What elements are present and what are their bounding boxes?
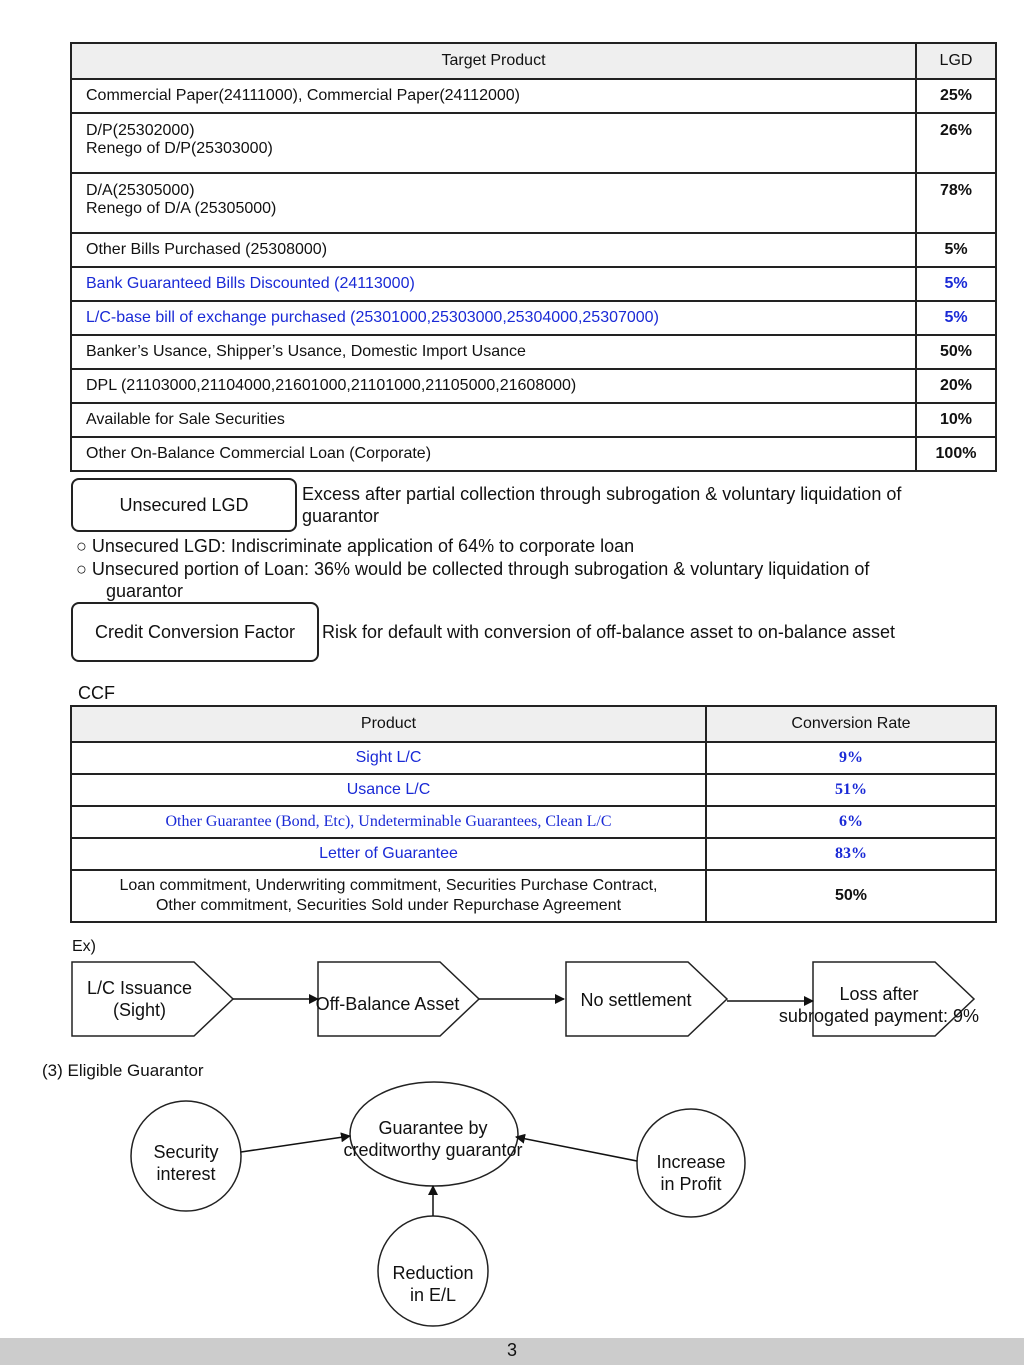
node-line: in E/L bbox=[409, 1285, 457, 1305]
node-line: interest bbox=[156, 1164, 216, 1184]
product-cell: Usance L/C bbox=[71, 774, 706, 806]
eligible-guarantor-heading: (3) Eligible Guarantor bbox=[42, 1061, 204, 1080]
product-cell: Other Bills Purchased (25308000) bbox=[71, 233, 916, 267]
flow-step-line: Loss after bbox=[839, 984, 919, 1004]
flow-step-line: (Sight) bbox=[112, 1000, 166, 1020]
product-cell: Commercial Paper(24111000), Commercial Paper(24112000) bbox=[71, 79, 916, 113]
header-conversion-rate: Conversion Rate bbox=[706, 706, 996, 742]
product-cell: Letter of Guarantee bbox=[71, 838, 706, 870]
unsecured-lgd-box: Unsecured LGD bbox=[71, 478, 297, 532]
bullet-line: guarantor bbox=[106, 581, 184, 601]
reduction-node-label bbox=[378, 1262, 488, 1306]
header-product: Product bbox=[71, 706, 706, 742]
rate-cell: 51% bbox=[706, 774, 996, 806]
lgd-cell: 25% bbox=[916, 79, 996, 113]
ccf-caption: CCF bbox=[78, 683, 115, 703]
lgd-cell: 78% bbox=[916, 173, 996, 233]
flow-step-off-balance: Off-Balance Asset bbox=[315, 994, 460, 1014]
node-line: Security bbox=[153, 1142, 219, 1162]
product-line: Other commitment, Securities Sold under Repurchase Agreement bbox=[155, 897, 622, 914]
product-cell: Banker’s Usance, Shipper’s Usance, Domestic Import Usance bbox=[71, 335, 916, 369]
node-line: Reduction bbox=[392, 1263, 474, 1283]
product-cell: Bank Guaranteed Bills Discounted (24113000) bbox=[71, 267, 916, 301]
product-line: D/P(25302000) bbox=[86, 122, 195, 139]
profit-node-label bbox=[637, 1151, 745, 1195]
lgd-cell: 5% bbox=[916, 267, 996, 301]
node-line: Increase bbox=[656, 1152, 726, 1172]
lgd-cell: 26% bbox=[916, 113, 996, 173]
rate-cell: 9% bbox=[706, 742, 996, 774]
flow-step-line: subrogated payment: 9% bbox=[778, 1006, 980, 1026]
ccf-definition: Risk for default with conversion of off-balance asset to on-balance asset bbox=[322, 622, 895, 642]
lgd-cell: 20% bbox=[916, 369, 996, 403]
node-line: Guarantee by bbox=[378, 1118, 488, 1138]
flow-step-loss bbox=[766, 983, 992, 1027]
node-line: in Profit bbox=[660, 1174, 722, 1194]
header-target-product: Target Product bbox=[71, 43, 916, 79]
product-cell: L/C-base bill of exchange purchased (25301000,25303000,25304000,25307000) bbox=[71, 301, 916, 335]
example-label: Ex) bbox=[72, 938, 96, 955]
definition-line: Excess after partial collection through subrogation & voluntary liquidation of bbox=[302, 484, 902, 504]
rate-cell: 6% bbox=[706, 806, 996, 838]
rate-cell: 83% bbox=[706, 838, 996, 870]
product-line: D/A(25305000) bbox=[86, 182, 195, 199]
lgd-cell: 5% bbox=[916, 301, 996, 335]
flow-step-lc-issuance bbox=[72, 977, 207, 1021]
lgd-cell: 5% bbox=[916, 233, 996, 267]
lgd-cell: 50% bbox=[916, 335, 996, 369]
product-cell: Available for Sale Securities bbox=[71, 403, 916, 437]
definition-line: guarantor bbox=[302, 506, 380, 526]
bullet-line: ○ Unsecured portion of Loan: 36% would be collected through subrogation & voluntary liquidation of bbox=[76, 559, 870, 579]
product-line: Loan commitment, Underwriting commitment, Securities Purchase Contract, bbox=[119, 877, 658, 894]
ccf-box: Credit Conversion Factor bbox=[71, 602, 319, 662]
header-lgd: LGD bbox=[916, 43, 996, 79]
flow-step-line: L/C Issuance bbox=[86, 978, 193, 998]
product-line: Renego of D/P(25303000) bbox=[86, 140, 273, 157]
flow-step-no-settlement: No settlement bbox=[580, 990, 692, 1010]
page-footer bbox=[0, 1338, 1024, 1365]
product-cell: Other Guarantee (Bond, Etc), Undeterminable Guarantees, Clean L/C bbox=[71, 806, 706, 838]
product-cell: DPL (21103000,21104000,21601000,21101000,21105000,21608000) bbox=[71, 369, 916, 403]
product-cell: Other On-Balance Commercial Loan (Corporate) bbox=[71, 437, 916, 471]
lgd-cell: 100% bbox=[916, 437, 996, 471]
bullet-unsecured-lgd: ○ Unsecured LGD: Indiscriminate application of 64% to corporate loan bbox=[76, 536, 635, 556]
product-cell: Sight L/C bbox=[71, 742, 706, 774]
security-node-label bbox=[131, 1141, 241, 1185]
product-line: Renego of D/A (25305000) bbox=[86, 200, 277, 217]
rate-cell: 50% bbox=[706, 870, 996, 922]
node-line: creditworthy guarantor bbox=[343, 1140, 523, 1160]
lgd-cell: 10% bbox=[916, 403, 996, 437]
guarantee-node-label bbox=[330, 1117, 536, 1161]
page-number: 3 bbox=[506, 1340, 517, 1360]
